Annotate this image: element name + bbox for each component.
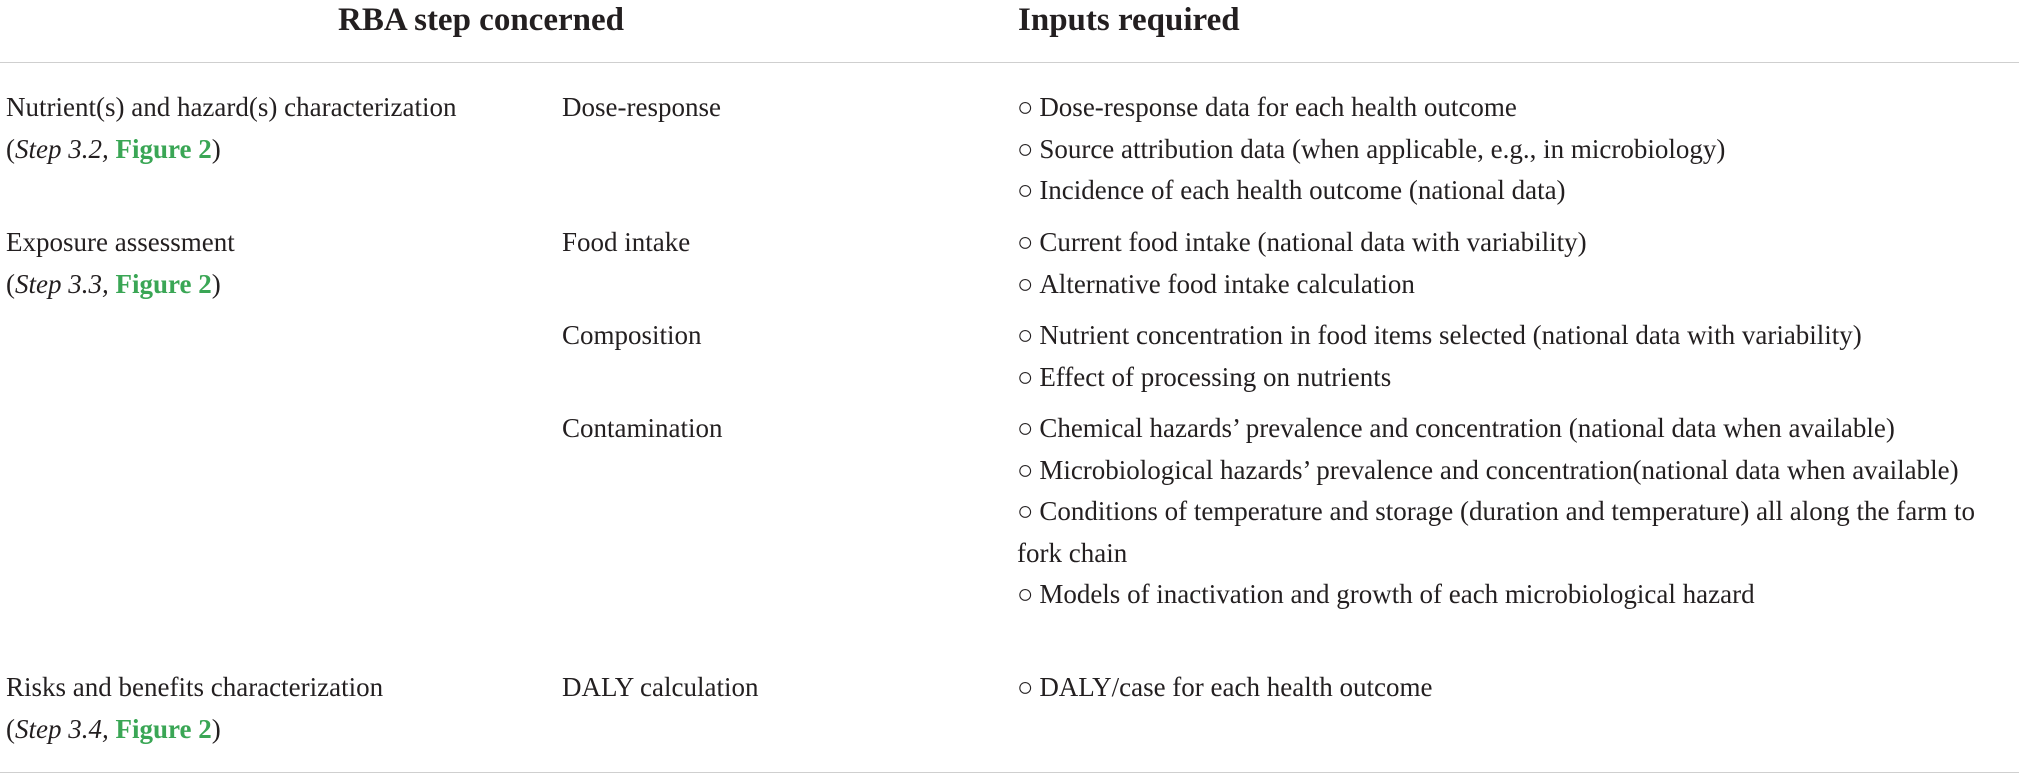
step-reference: (Step 3.2, Figure 2) — [6, 133, 221, 164]
input-item: ○ Effect of processing on nutrients — [1017, 361, 1392, 392]
input-item: ○ Dose-response data for each health outcome — [1017, 92, 1517, 122]
input-item: ○ Conditions of temperature and storage (duration and temperature) all along the farm to fork chain — [1017, 496, 1975, 568]
category-cell — [6, 87, 546, 170]
input-item: ○ Current food intake (national data with variability) — [1017, 227, 1587, 257]
step-reference: (Step 3.4, Figure 2) — [6, 713, 221, 744]
bullet-icon: ○ — [1017, 268, 1034, 299]
bullet-icon: ○ — [1017, 361, 1034, 392]
step-number: Step 3.2, — [15, 133, 109, 164]
bullet-icon: ○ — [1017, 227, 1034, 257]
step-cell — [562, 667, 982, 709]
step-label: DALY calculation — [562, 672, 759, 702]
category-cell — [6, 222, 546, 305]
step-cell — [562, 222, 982, 264]
category-label: Nutrient(s) and hazard(s) characterization — [6, 92, 457, 122]
column-header-inputs-required: Inputs required — [1018, 2, 1240, 38]
bullet-icon: ○ — [1017, 672, 1034, 702]
input-item: ○ DALY/case for each health outcome — [1017, 672, 1433, 702]
bullet-icon: ○ — [1017, 496, 1034, 526]
step-number: Step 3.4, — [15, 713, 109, 744]
inputs-cell — [1017, 315, 1997, 398]
category-label: Risks and benefits characterization — [6, 672, 384, 702]
bullet-icon: ○ — [1017, 413, 1034, 443]
inputs-cell — [1017, 222, 1997, 305]
bullet-icon: ○ — [1017, 454, 1034, 485]
step-number: Step 3.3, — [15, 268, 109, 299]
figure-link[interactable]: Figure 2 — [115, 713, 212, 744]
step-label: Food intake — [562, 227, 691, 257]
category-cell — [6, 667, 546, 750]
figure-link[interactable]: Figure 2 — [115, 133, 212, 164]
inputs-cell — [1017, 408, 1997, 616]
step-label: Contamination — [562, 413, 723, 443]
step-cell — [562, 408, 982, 450]
input-item: ○ Source attribution data (when applicable, e.g., in microbiology) — [1017, 133, 1726, 164]
step-reference: (Step 3.3, Figure 2) — [6, 268, 221, 299]
inputs-cell — [1017, 667, 1997, 709]
step-cell — [562, 315, 982, 357]
bullet-icon: ○ — [1017, 579, 1034, 609]
table-bottom-rule — [0, 772, 2019, 773]
bullet-icon: ○ — [1017, 320, 1034, 350]
input-item: ○ Incidence of each health outcome (national data) — [1017, 175, 1566, 205]
input-item: ○ Microbiological hazards’ prevalence and concentration(national data when available) — [1017, 454, 1959, 485]
category-label: Exposure assessment — [6, 227, 235, 257]
input-item: ○ Chemical hazards’ prevalence and concentration (national data when available) — [1017, 413, 1895, 443]
input-item: ○ Alternative food intake calculation — [1017, 268, 1415, 299]
table-header — [0, 0, 2019, 63]
bullet-icon: ○ — [1017, 175, 1034, 205]
column-header-rba-step: RBA step concerned — [338, 2, 624, 38]
step-label: Dose-response — [562, 92, 721, 122]
inputs-cell — [1017, 87, 1997, 212]
figure-link[interactable]: Figure 2 — [115, 268, 212, 299]
input-item: ○ Nutrient concentration in food items selected (national data with variability) — [1017, 320, 1862, 350]
step-cell — [562, 87, 982, 129]
step-label: Composition — [562, 320, 702, 350]
input-item: ○ Models of inactivation and growth of each microbiological hazard — [1017, 579, 1755, 609]
bullet-icon: ○ — [1017, 92, 1034, 122]
bullet-icon: ○ — [1017, 133, 1034, 164]
